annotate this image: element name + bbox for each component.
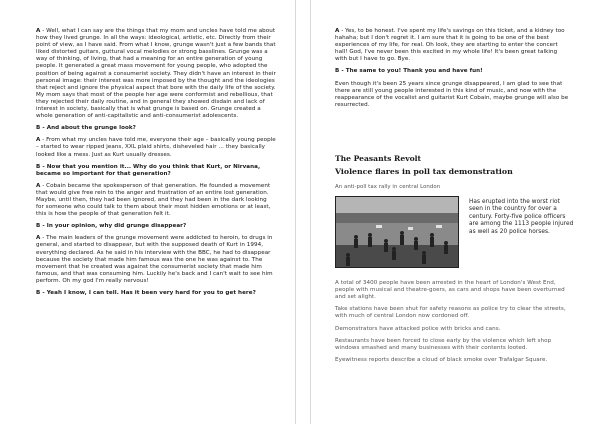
interview-question [36,290,276,297]
closing-paragraph: Even though it's been 25 years since grunge disappeared, I am glad to see that there are still young people interested in this kind of music, and now with the reappearance of the vocalist and guitarist Kurt Cobain, maybe grunge will also be resurrected. [335,80,569,108]
dialogue-text: - From what my uncles have told me, everyone their age – basically young people – started to wear ripped jeans, XXL plaid shirts, disheveled hair ... they basically looked like a mess. Just as Kurt usually dresses. [36,137,276,158]
speaker-label: B [335,68,340,75]
dialogue-text: - In your opinion, why did grunge disappear? [42,223,187,230]
speaker-label: A [36,137,41,144]
interview-answer [36,235,276,285]
riot-photo [335,196,459,268]
interview-answer [36,183,276,218]
article-paragraph: Take stations have been shut for safety reasons as police try to clear the streets, with much of central London now cordoned off. [335,306,566,320]
speaker-label: B [36,223,41,230]
photo-row [335,196,574,270]
right-column [335,28,574,369]
speaker-label: A [36,235,41,242]
dialogue-text: - And about the grunge look? [42,125,136,132]
dialogue-text: - Yes, to be honest. I've spent my life's savings on this ticket, and a kidney too hahaha; but I don't regret it. I am sure that it is going to be one of the best experiences of my life, for real. Oh look, they are starting to enter the concert hall! God, I've never been this excited in my whole life! It's been great talking with but I have to go. Bye. [335,28,565,63]
article-paragraph: Restaurants have been forced to close early by the violence which left shop windows smashed and many businesses with their contents looted. [335,337,552,351]
dialogue-text: - The main leaders of the grunge movement were addicted to heroin, to drugs in general, and started to disappear, but with the supposed death of Kurt in 1994, everything declared. As he said in his interview with the BBC, he had to disappear because the society that made him famous was the one he was against to. The movement that he created was against the consumerist society that made him famous, and that was consuming him. Luckily he's back and I can't wait to see him perform. Oh my god I'm really nervous! [36,235,273,284]
article-paragraph: Demonstrators have attacked police with bricks and cans. [335,325,501,332]
right-page [310,0,590,424]
speaker-label: B [36,125,41,132]
interview-answer [335,28,571,63]
photo-side-text: Has erupted into the worst riot seen in the country for over a century. Forty-five police officers are among the 1113 people injured as well as 20 police horses. [469,199,574,235]
speaker-label: A [36,182,41,189]
right-dialogue [335,28,571,76]
interview-question [36,164,276,178]
dialogue-text: - The same to you! Thank you and have fun! [341,68,483,75]
interview-question [36,223,276,230]
interview-answer [36,28,276,120]
speaker-label: A [335,28,340,34]
dialogue-text: - Well, what I can say are the things that my mom and uncles have told me about how they lived grunge. In all the ways: ideological, artistic, etc. Directly from their point of view, as I have said. From what I know, grunge wasn't just a few bands that liked distorted guitars, guttural vocal melodies or strong basslines. Grunge was a way of thinking, of living, that had a meaning for an entire generation of young people. It generated a great mass movement for young people, who adopted the position of being against a consumerist society. They didn't have an interest in their personal image: their interest was more imposed by the thought and the ideologies that reject and ignore the physical aspect that bore with the daily life of the society. My mom says that most of the people her age were conformist and rebellious, that they rejected their daily routine, and in general they showed disdain and lack of interest in society, basically that is what grunge is based on. Grunge created a whole generation of anti-capitalistic and anti-consumerist adolescents. [36,28,276,120]
section-gap [335,114,571,154]
interview-answer [36,137,276,158]
article-title: The Peasants Revolt [335,153,422,163]
dialogue-text: - Yeah I know, I can tell. Has it been very hard for you to get here? [42,290,256,296]
speaker-label: A [36,28,41,34]
interview-question [335,68,571,75]
article-paragraph: A total of 3400 people have been arrested in the heart of London's West End, people with musical and theatre-goers, as cars and shops have been overturned and set alight. [335,280,565,301]
interview-question [36,125,276,132]
dialogue-text: - Now that you mention it... Why do you think that Kurt, or Nirvana, became so important for that generation? [36,163,261,177]
photo-caption: An anti-poll tax rally in central London [335,183,441,190]
dialogue-text: - Cobain became the spokesperson of that generation. He founded a movement that would give free rein to the anger and frustration of an entire lost generation. Maybe, until then, they had been ignored, and they had been in the dark looking for someone who could talk to them about their most hidden emotions or at least, this is how the people of that generation felt it. [36,182,271,218]
article-paragraph: Eyewitness reports describe a cloud of black smoke over Trafalgar Square. [335,356,548,363]
left-column [36,28,276,302]
left-page [16,0,296,424]
speaker-label: B [36,163,41,170]
article-subtitle: Violence flares in poll tax demonstration [335,166,513,176]
speaker-label: B [36,290,41,296]
article-body [335,280,571,364]
